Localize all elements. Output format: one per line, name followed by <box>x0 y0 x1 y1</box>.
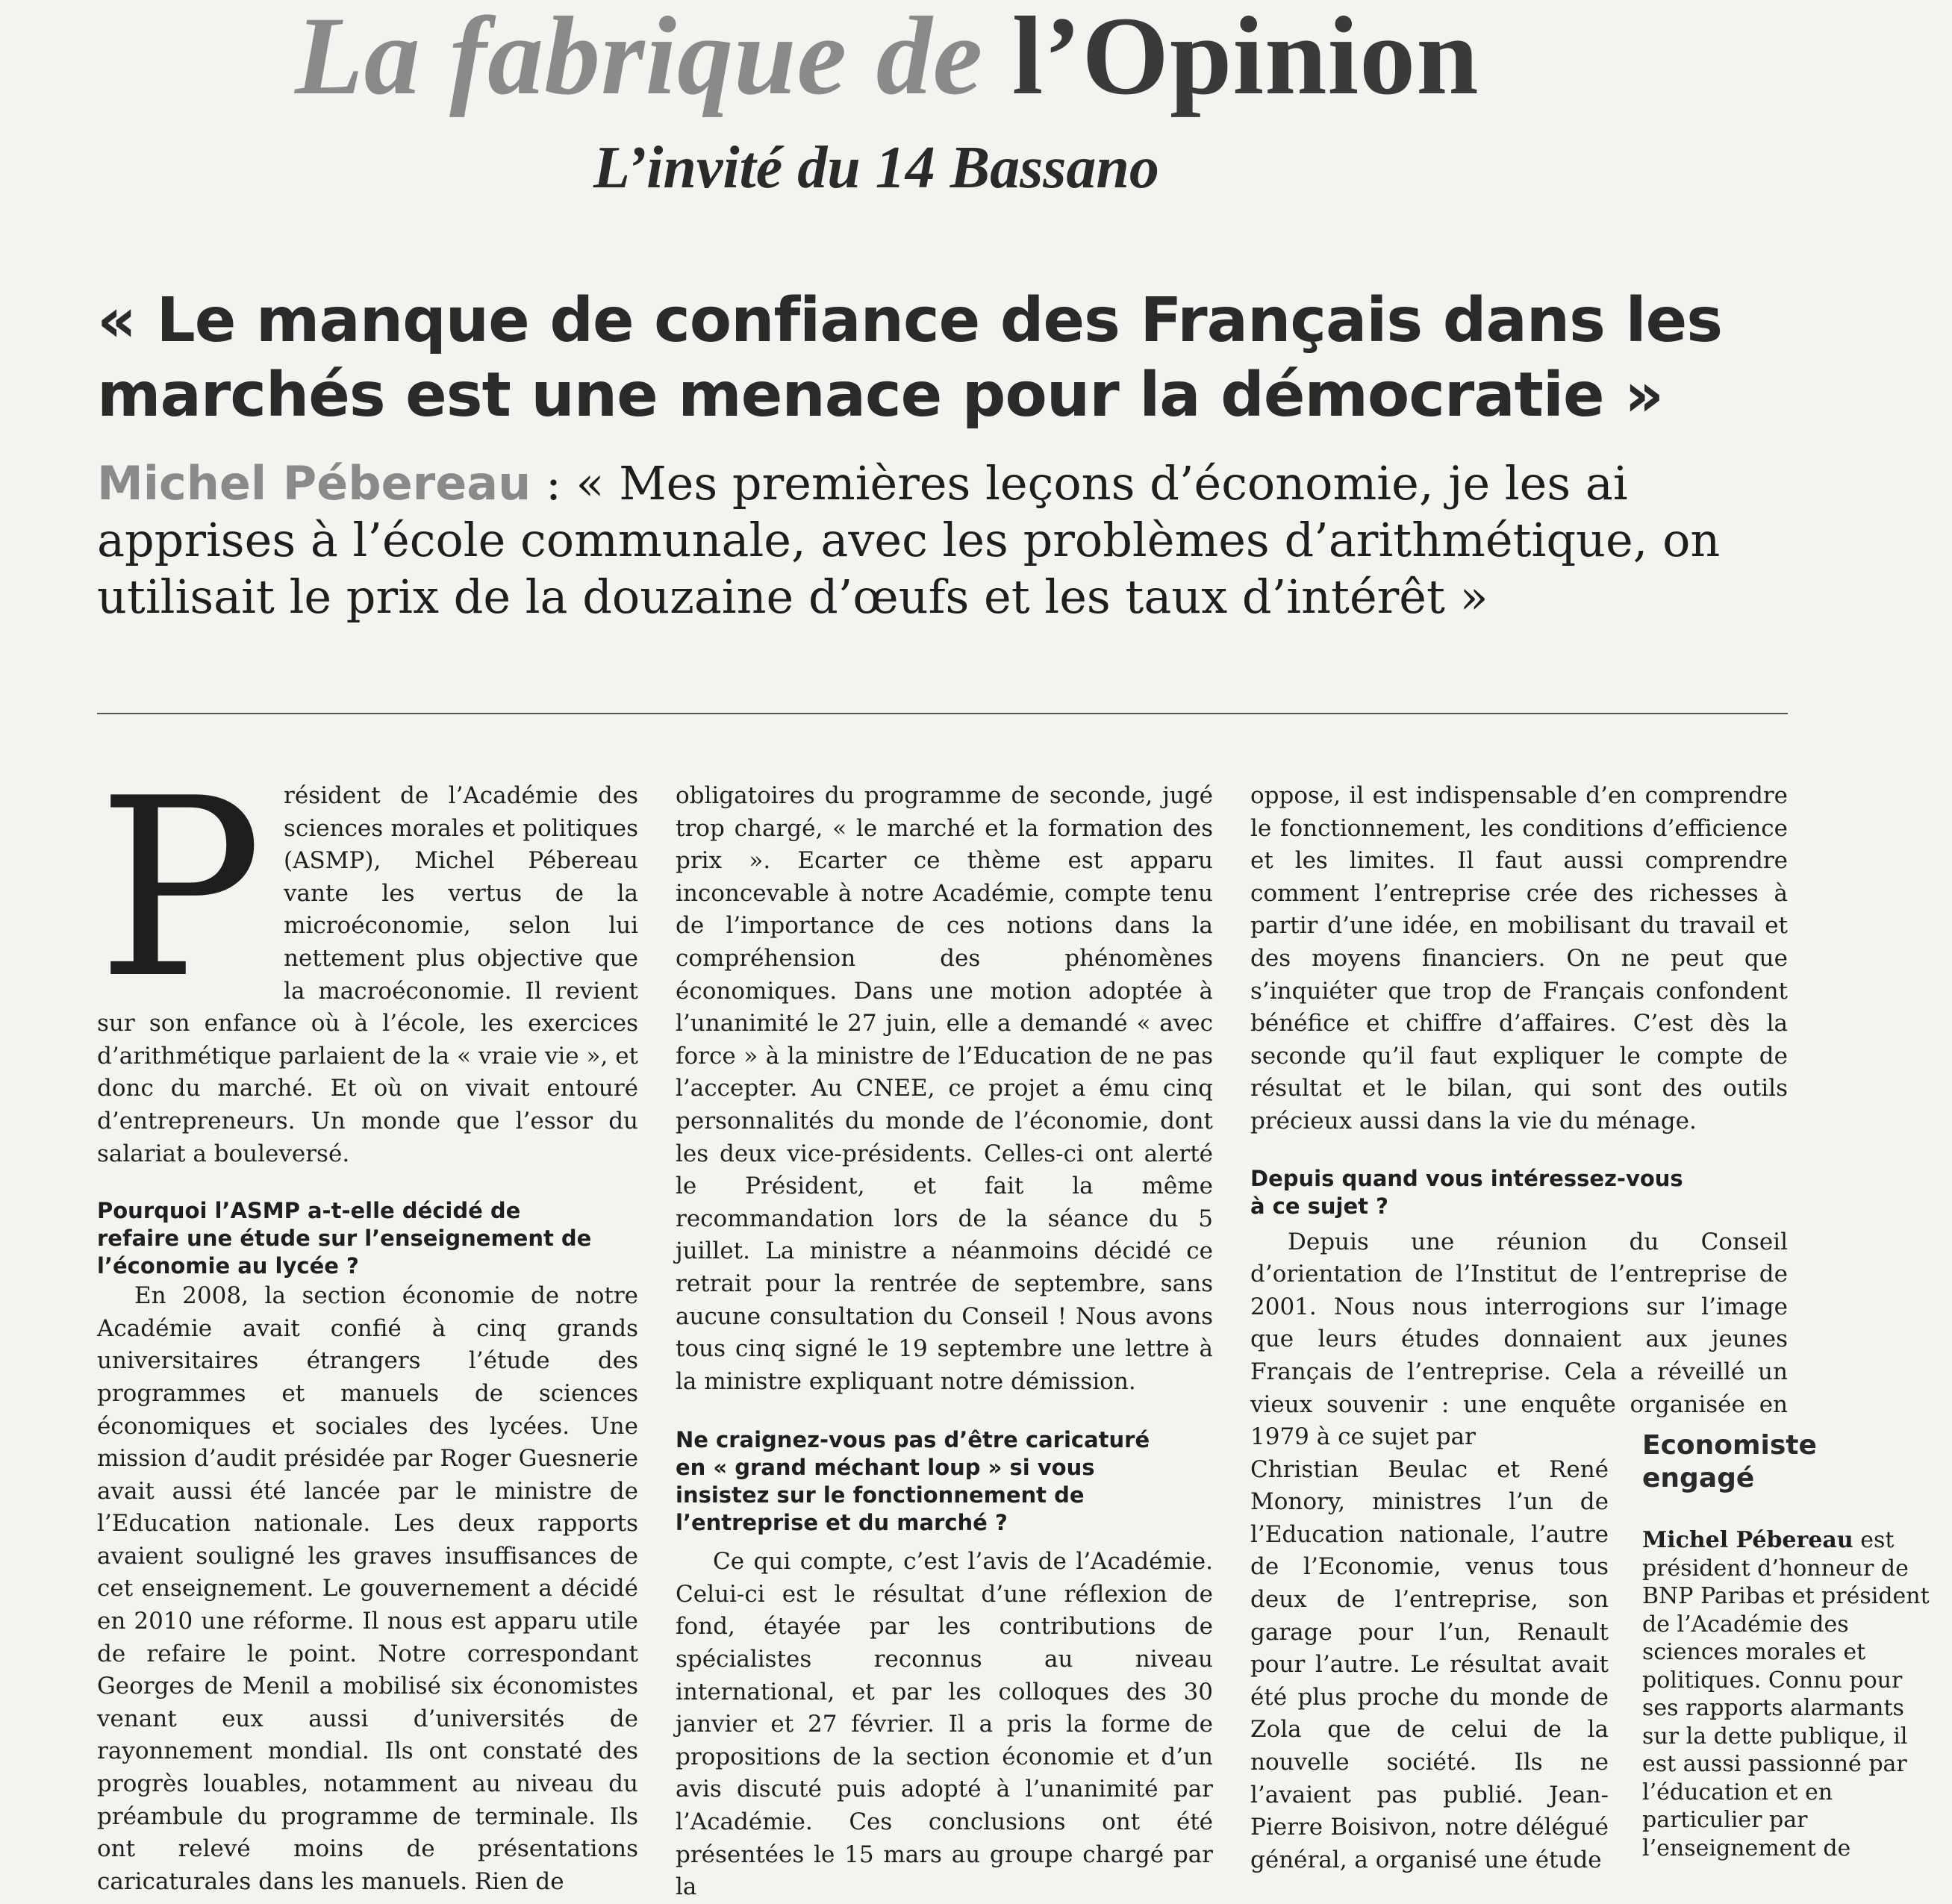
interview-answer: En 2008, la section économie de notre Académie avait confié à cinq grands universitaires étrangers l’étude des programmes et manuels de sciences économiques et sociales des lycées. Une mission d’audit présidée par Roger Guesnerie avait aussi été lancée par le ministre de l’Education nationale. Les deux rapports avaient souligné les graves insuffisances de cet enseignement. Le gouvernement a décidé en 2010 une réforme. Il nous est apparu utile de refaire le point. Notre correspondant Georges de Menil a mobilisé six économistes venant eux aussi d’universités de rayonnement mondial. Ils ont constaté des progrès louables, notamment au niveau du préambule du programme de terminale. Ils ont relevé moins de présentations caricaturales dans les manuels. Rien de <box>97 1282 638 1895</box>
interview-answer: Ce qui compte, c’est l’avis de l’Académie. Celui-ci est le résultat d’une réflexion de fond, étayée par les contributions de spécialistes reconnus au niveau international, et par les colloques des 30 janvier et 27 février. Il a pris la forme de propositions de la section économie et d’un avis discuté puis adopté à l’unanimité par l’Académie. Ces conclusions ont été présentées le 15 mars au groupe chargé par la <box>676 1548 1213 1901</box>
article-headline: « Le manque de confiance des Français dans les marchés est une menace pour la démocratie » <box>97 285 1723 431</box>
interview-answer: Depuis une réunion du Conseil d’orientation de l’Institut de l’entreprise de 2001. Nous nous interrogions sur l’image que leurs études donnaient aux jeunes Français de l’entreprise. Cela a réveillé un vieux souvenir : une enquête organisée en 1979 à ce sujet par <box>1250 1228 1788 1451</box>
intro-paragraph <box>97 746 638 1170</box>
deck-quote: : « Mes premières leçons d’économie, je les ai apprises à l’école communale, avec les problèmes d’arithmétique, on utilisait le prix de la douzaine d’œufs et les taux d’intérêt » <box>97 456 1721 624</box>
intro-text: résident de l’Académie des sciences morales et politiques (ASMP), Michel Pébereau vante les vertus de la microéconomie, selon lui nettement plus objective que la macroéconomie. Il revient sur son enfance où à l’école, les exercices d’arithmétique parlaient de la « vraie vie », et donc du marché. Et où on vivait entouré d’entrepreneurs. Un monde que l’essor du salariat a bouleversé. <box>97 782 638 1167</box>
interview-question: Depuis quand vous intéressez-vous à ce sujet ? <box>1250 1165 1683 1219</box>
kicker-main: La fabrique de <box>295 0 984 118</box>
body-paragraph: oppose, il est indispensable d’en comprendre le fonctionnement, les conditions d’efficience et les limites. Il faut aussi comprendre comment l’entreprise crée des richesses à partir d’une idée, en mobilisant du travail et des moyens financiers. On ne peut que s’inquiéter que trop de Français confondent bénéfice et chiffre d’affaires. C’est dès la seconde qu’il faut expliquer le compte de résultat et le bilan, qui sont des outils précieux aussi dans la vie du ménage. <box>1250 782 1788 1134</box>
horizontal-rule <box>97 713 1788 714</box>
sidebar-name: Michel Pébereau <box>1642 1527 1853 1553</box>
section-kicker <box>295 0 1609 118</box>
sidebar-title: Economiste engagé <box>1642 1430 1817 1493</box>
kicker-opinion: l’Opinion <box>1011 0 1479 118</box>
article-deck <box>97 455 1814 625</box>
dropcap: P <box>97 746 264 1032</box>
interview-answer-continued: Christian Beulac et René Monory, ministres l’un de l’Education nationale, l’autre de l’Economie, venus tous deux de l’entreprise, son garage pour l’un, Renault pour l’autre. Le résultat avait été plus proche du monde de Zola que de celui de la nouvelle société. Ils ne l’avaient pas publié. Jean-Pierre Boisivon, notre délégué général, a organisé une étude <box>1250 1455 1609 1873</box>
sidebar-text <box>1642 1526 1941 1862</box>
deck-author: Michel Pébereau <box>97 456 531 511</box>
interview-question: Ne craignez-vous pas d’être caricaturé en « grand méchant loup » si vous insistez sur le fonctionnement de l’entreprise et du marché ? <box>676 1427 1150 1536</box>
article-column-1 <box>97 746 638 1898</box>
interview-question: Pourquoi l’ASMP a-t-elle décidé de refaire une étude sur l’enseignement de l’économie au lycée ? <box>97 1198 592 1279</box>
section-subtitle: L’invité du 14 Bassano <box>593 135 1159 201</box>
article-column-2 <box>676 780 1213 1904</box>
sidebar-body: est président d’honneur de BNP Paribas et président de l’Académie des sciences morales et politiques. Connu pour ses rapports alarmants sur la dette publique, il est aussi passionné par l’éducation et en particulier par l’enseignement de <box>1642 1527 1930 1861</box>
body-paragraph: obligatoires du programme de seconde, jugé trop chargé, « le marché et la formation des prix ». Ecarter ce thème est apparu inconcevable à notre Académie, compte tenu de l’importance de ces notions dans la compréhension des phénomènes économiques. Dans une motion adoptée à l’unanimité le 27 juin, elle a demandé « avec force » à la ministre de l’Education de ne pas l’accepter. Au CNEE, ce projet a ému cinq personnalités du monde de l’économie, dont les deux vice-présidents. Celles-ci ont alerté le Président, et fait la même recommandation lors de la séance du 5 juillet. La ministre a néanmoins décidé ce retrait pour la rentrée de septembre, sans aucune consultation du Conseil ! Nous avons tous cinq signé le 19 septembre une lettre à la ministre expliquant notre démission. <box>676 782 1213 1395</box>
